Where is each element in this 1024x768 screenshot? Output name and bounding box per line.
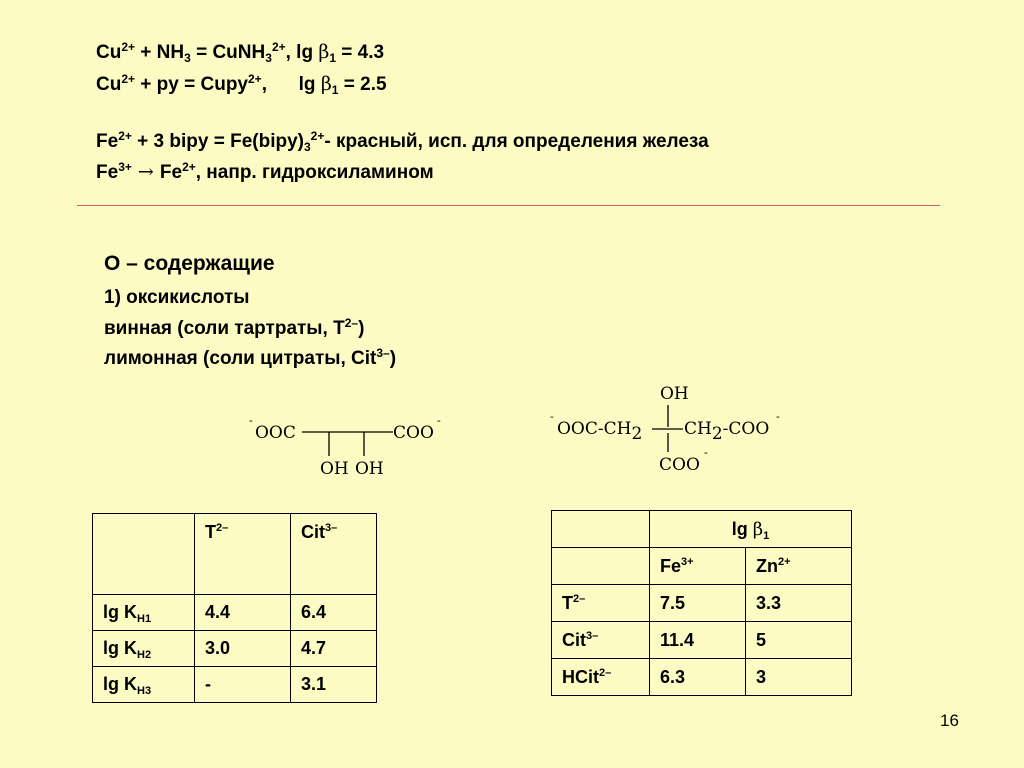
eq-subscript: 3 — [184, 51, 191, 65]
charge-minus: - — [550, 410, 554, 423]
list-item-oxyacids: 1) оксикислоты — [104, 287, 250, 308]
eq-text: + NH — [135, 42, 185, 63]
row-header: HCit$^{2-}$ — [552, 659, 650, 696]
citrate-right-chain: CH2-COO — [684, 419, 770, 444]
eq-charge: 2+ — [248, 72, 262, 86]
charge-minus: - — [249, 414, 253, 427]
eq-subscript: 3 — [265, 51, 272, 65]
table-corner-cell — [552, 511, 650, 548]
table-row — [93, 667, 377, 703]
carboxylate-left: OOC — [255, 423, 296, 443]
item-charge: 2– — [344, 316, 359, 330]
row-header: Cit$^{3-}$ — [552, 622, 650, 659]
table-cell: - — [195, 667, 291, 703]
column-header: $Fe^{3+}$ — [650, 548, 746, 585]
section-heading: O – содержащие — [104, 252, 275, 275]
charge-minus: - — [776, 410, 780, 423]
table-row — [93, 595, 377, 631]
table-cell: 3.1 — [291, 667, 377, 703]
table-cell: 11.4 — [650, 622, 746, 659]
table-cell: 3.0 — [195, 631, 291, 667]
table-corner-cell — [552, 548, 650, 585]
eq-text: Cu — [96, 74, 122, 95]
table-cell: 3.3 — [746, 585, 852, 622]
item-text: винная (соли тартраты, T — [104, 318, 345, 339]
eq-charge: 2+ — [271, 40, 286, 54]
table-header-row — [552, 548, 852, 585]
table-header-row — [552, 511, 852, 548]
eq-text: = 2.5 — [338, 74, 387, 95]
table-cell: 4.4 — [195, 595, 291, 631]
eq-charge: 2+ — [118, 129, 132, 143]
item-text: ) — [389, 348, 397, 369]
beta-symbol: β — [320, 73, 332, 95]
eq-text: = CuNH — [190, 42, 266, 63]
eq-text: + 3 bipy = Fe(bipy) — [131, 131, 304, 152]
eq-text: , lg — [285, 42, 319, 63]
table-header-row — [93, 514, 377, 595]
column-header: Cit$^{3-}$ — [291, 514, 377, 595]
stability-constants-table — [551, 510, 852, 696]
hydroxyl-group: OH — [355, 459, 384, 479]
column-group-header: $\lg \beta_1$ — [650, 511, 852, 548]
charge-minus: - — [704, 446, 708, 459]
carboxylate-bottom: COO — [659, 455, 700, 475]
table-row — [552, 659, 852, 696]
row-header: $\lg K_{H2}$ — [93, 631, 195, 667]
eq-text: - красный, исп. для определения железа — [324, 131, 709, 152]
citrate-left-chain: OOC-CH2 — [557, 419, 643, 444]
eq-subscript: 3 — [303, 140, 311, 154]
eq-text: , напр. гидроксиламином — [195, 162, 434, 183]
arrow-icon: → — [131, 161, 160, 183]
eq-text: Fe — [159, 162, 183, 183]
column-header: $T^{2-}$ — [195, 514, 291, 595]
eq-charge: 2+ — [121, 40, 136, 54]
eq-text: Fe — [96, 131, 119, 152]
table-cell: 6.3 — [650, 659, 746, 696]
eq-text: = 4.3 — [336, 42, 385, 63]
table-cell: 4.7 — [291, 631, 377, 667]
tartrate-formula — [249, 414, 441, 479]
table-cell: 7.5 — [650, 585, 746, 622]
eq-subscript: 1 — [329, 51, 337, 65]
eq-subscript: 1 — [331, 83, 339, 97]
citrate-formula — [550, 384, 780, 475]
row-header: $T^{2-}$ — [552, 585, 650, 622]
eq-charge: 3+ — [118, 160, 132, 174]
table-cell: 5 — [746, 622, 852, 659]
eq-text: Cu — [96, 42, 122, 63]
table-corner-cell — [93, 514, 195, 595]
hydroxyl-group: OH — [660, 384, 689, 404]
eq-charge: 2+ — [182, 160, 196, 174]
protonation-constants-table — [92, 513, 377, 703]
table-row — [93, 631, 377, 667]
carboxylate-right: COO — [393, 423, 434, 443]
eq-text: + py = Cupy — [135, 74, 248, 95]
eq-text: Fe — [96, 162, 119, 183]
item-charge: 3– — [376, 346, 390, 360]
table-cell: 3 — [746, 659, 852, 696]
item-text: ) — [358, 318, 365, 339]
item-text: лимонная (соли цитраты, Cit — [104, 348, 377, 369]
row-header: $\lg K_{H1}$ — [93, 595, 195, 631]
column-header: $Zn^{2+}$ — [746, 548, 852, 585]
eq-charge: 2+ — [121, 72, 136, 86]
eq-charge: 2+ — [310, 129, 325, 143]
charge-minus: - — [437, 414, 441, 427]
table-cell: 6.4 — [291, 595, 377, 631]
page-number: 16 — [940, 711, 959, 730]
row-header: $\lg K_{H3}$ — [93, 667, 195, 703]
table-row — [552, 585, 852, 622]
table-row — [552, 622, 852, 659]
eq-text: , lg — [261, 74, 321, 95]
beta-symbol: β — [318, 41, 330, 63]
hydroxyl-group: OH — [320, 459, 349, 479]
